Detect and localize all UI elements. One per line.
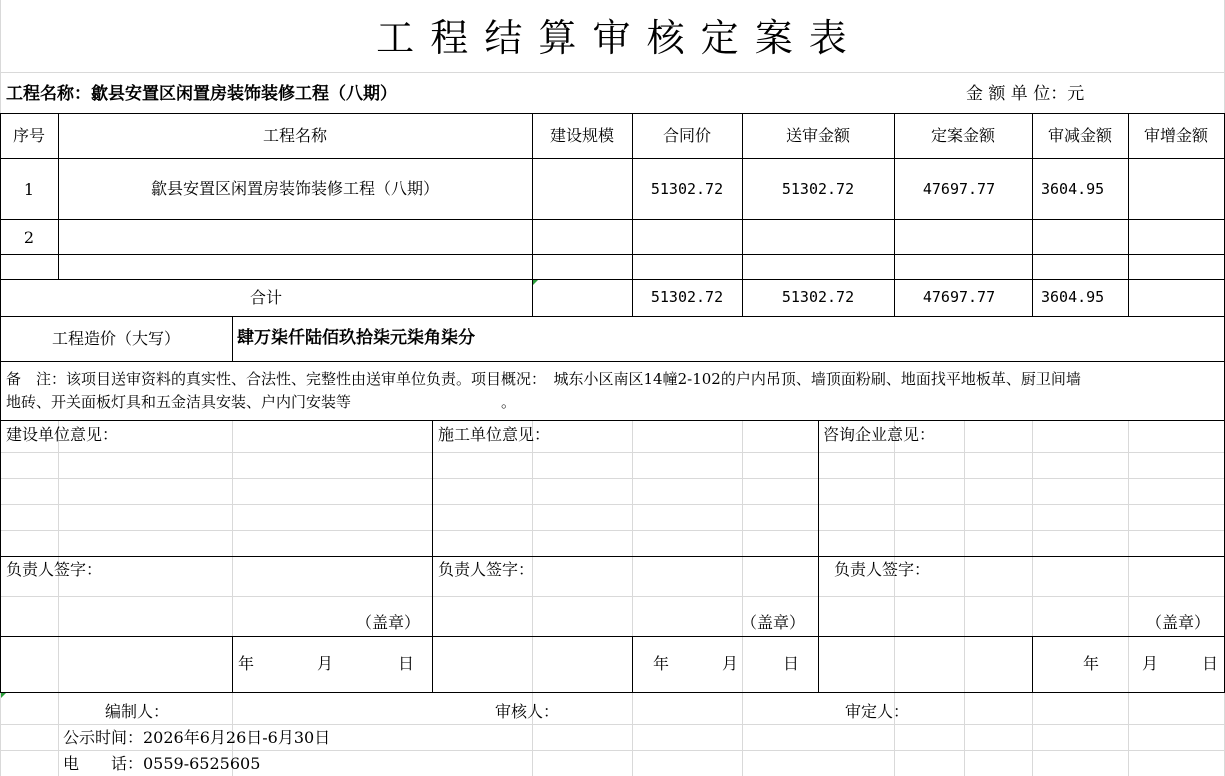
- date-month: 月: [1142, 654, 1159, 673]
- cell-marker: [1, 693, 6, 698]
- contact-phone: 电 话：0559-6525605: [63, 754, 261, 773]
- seal-label: （盖章）: [356, 613, 421, 632]
- remark-line-2: 地砖、开关面板灯具和五金洁具安装、户内门安装等 。: [6, 393, 517, 411]
- date-month: 月: [317, 654, 334, 673]
- project-name-value: 歙县安置区闲置房装饰装修工程（八期）: [91, 84, 397, 104]
- header-scale: 建设规模: [549, 126, 614, 145]
- date-month: 月: [722, 654, 739, 673]
- header-contract-price: 合同价: [662, 126, 711, 145]
- capital-amount-value: 肆万柒仟陆佰玖拾柒元柒角柒分: [237, 328, 475, 348]
- cell-marker: [533, 280, 538, 285]
- page-title: 工 程 结 算 审 核 定 案 表: [376, 16, 849, 60]
- total-reduced-amount: 3604.95: [1041, 288, 1105, 306]
- total-approved-amount: 47697.77: [922, 288, 996, 306]
- seal-label: （盖章）: [1146, 613, 1211, 632]
- row-contract-price: 51302.72: [650, 180, 724, 198]
- total-contract-price: 51302.72: [650, 288, 724, 306]
- total-label: 合计: [249, 288, 282, 307]
- opinion-title: 施工单位意见：: [438, 425, 551, 444]
- opinion-title: 咨询企业意见：: [823, 425, 936, 444]
- row-project-name: 歙县安置区闲置房装饰装修工程（八期）: [150, 179, 439, 198]
- row-seq: 1: [23, 180, 35, 199]
- header-submitted-amount: 送审金额: [785, 126, 850, 145]
- reviewer-label: 审核人：: [495, 702, 560, 721]
- header-reduced-amount: 审减金额: [1047, 126, 1112, 145]
- project-name-label: 工程名称：: [6, 84, 91, 104]
- row-approved-amount: 47697.77: [922, 180, 996, 198]
- capital-amount-label: 工程造价（大写）: [51, 329, 180, 348]
- row-reduced-amount: 3604.95: [1041, 180, 1105, 198]
- publish-time: 公示时间：2026年6月26日-6月30日: [63, 728, 331, 747]
- amount-unit: 金 额 单 位：元: [966, 84, 1085, 104]
- date-year: 年: [653, 654, 670, 673]
- seal-label: （盖章）: [741, 613, 806, 632]
- signature-label: 负责人签字：: [834, 560, 931, 579]
- project-name-line: [6, 86, 397, 103]
- row-seq: 2: [23, 228, 35, 247]
- date-year: 年: [1083, 654, 1100, 673]
- remark-line-1: 备 注：该项目送审资料的真实性、合法性、完整性由送审单位负责。项目概况： 城东小区南区14幢2-102的户内吊顶、墙顶面粉刷、地面找平地板革、厨卫间墙: [6, 370, 1081, 388]
- date-year: 年: [238, 654, 255, 673]
- row-submitted-amount: 51302.72: [781, 180, 855, 198]
- header-approved-amount: 定案金额: [930, 126, 995, 145]
- date-day: 日: [398, 654, 415, 673]
- date-day: 日: [783, 654, 800, 673]
- approver-label: 审定人：: [845, 702, 910, 721]
- header-increased-amount: 审增金额: [1143, 126, 1208, 145]
- header-project-name: 工程名称: [262, 126, 327, 145]
- opinion-title: 建设单位意见：: [6, 425, 119, 444]
- signature-label: 负责人签字：: [6, 560, 103, 579]
- signature-label: 负责人签字：: [438, 560, 535, 579]
- total-submitted-amount: 51302.72: [781, 288, 855, 306]
- compiler-label: 编制人：: [105, 702, 170, 721]
- header-seq: 序号: [12, 126, 45, 145]
- date-day: 日: [1202, 654, 1219, 673]
